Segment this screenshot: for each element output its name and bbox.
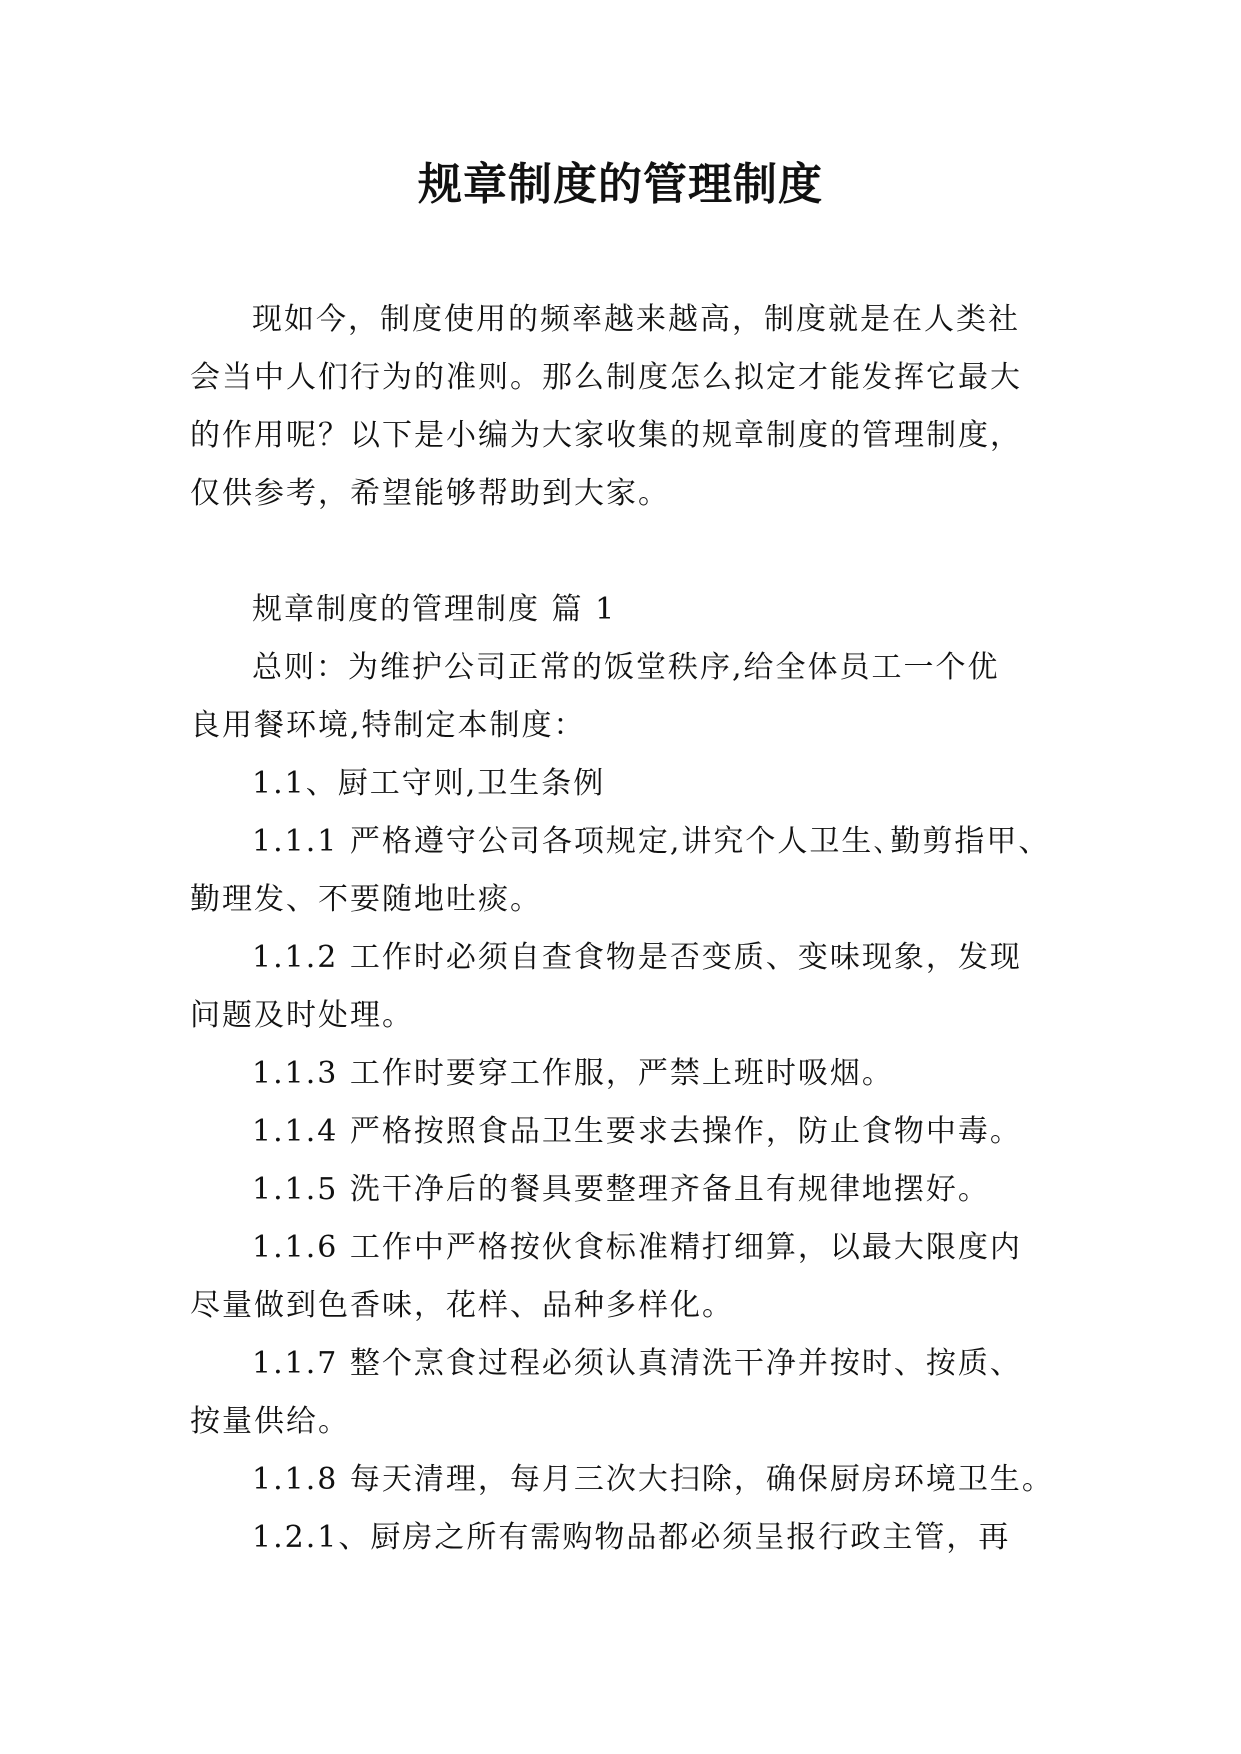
clause-line: 1.1.3 工作时要穿工作服，严禁上班时吸烟。 (252, 1056, 894, 1091)
clause-line: 按量供给。 (190, 1404, 350, 1439)
clause-line: 1.2.1、厨房之所有需购物品都必须呈报行政主管，再 (252, 1520, 1011, 1555)
paragraph-line: 总则：为维护公司正常的饭堂秩序,给全体员工一个优 (252, 650, 1000, 685)
clause-line: 1.1.8 每天清理，每月三次大扫除，确保厨房环境卫生。 (252, 1462, 1054, 1497)
clause-line: 勤理发、不要随地吐痰。 (190, 882, 542, 917)
clause-line: 1.1.2 工作时必须自查食物是否变质、变味现象，发现 (252, 940, 1022, 975)
clause-line: 1.1.7 整个烹食过程必须认真清洗干净并按时、按质、 (252, 1346, 1022, 1381)
paragraph-line: 会当中人们行为的准则。那么制度怎么拟定才能发挥它最大 (190, 360, 1022, 395)
paragraph-line: 的作用呢？以下是小编为大家收集的规章制度的管理制度， (190, 418, 1022, 453)
clause-line: 1.1.4 严格按照食品卫生要求去操作，防止食物中毒。 (252, 1114, 1022, 1149)
clause-line: 1.1.5 洗干净后的餐具要整理齐备且有规律地摆好。 (252, 1172, 990, 1207)
clause-heading: 1.1、厨工守则,卫生条例 (252, 766, 606, 801)
section-heading: 规章制度的管理制度 篇 1 (252, 592, 617, 627)
clause-line: 尽量做到色香味，花样、品种多样化。 (190, 1288, 734, 1323)
clause-line: 1.1.6 工作中严格按伙食标准精打细算，以最大限度内 (252, 1230, 1022, 1265)
page-title: 规章制度的管理制度 (418, 159, 823, 210)
clause-line: 问题及时处理。 (190, 998, 414, 1033)
paragraph-line: 仅供参考，希望能够帮助到大家。 (190, 476, 670, 511)
clause-line: 1.1.1 严格遵守公司各项规定,讲究个人卫生､勤剪指甲、 (252, 824, 1051, 859)
paragraph-line: 现如今，制度使用的频率越来越高，制度就是在人类社 (252, 302, 1020, 337)
paragraph-line: 良用餐环境,特制定本制度： (190, 708, 586, 743)
